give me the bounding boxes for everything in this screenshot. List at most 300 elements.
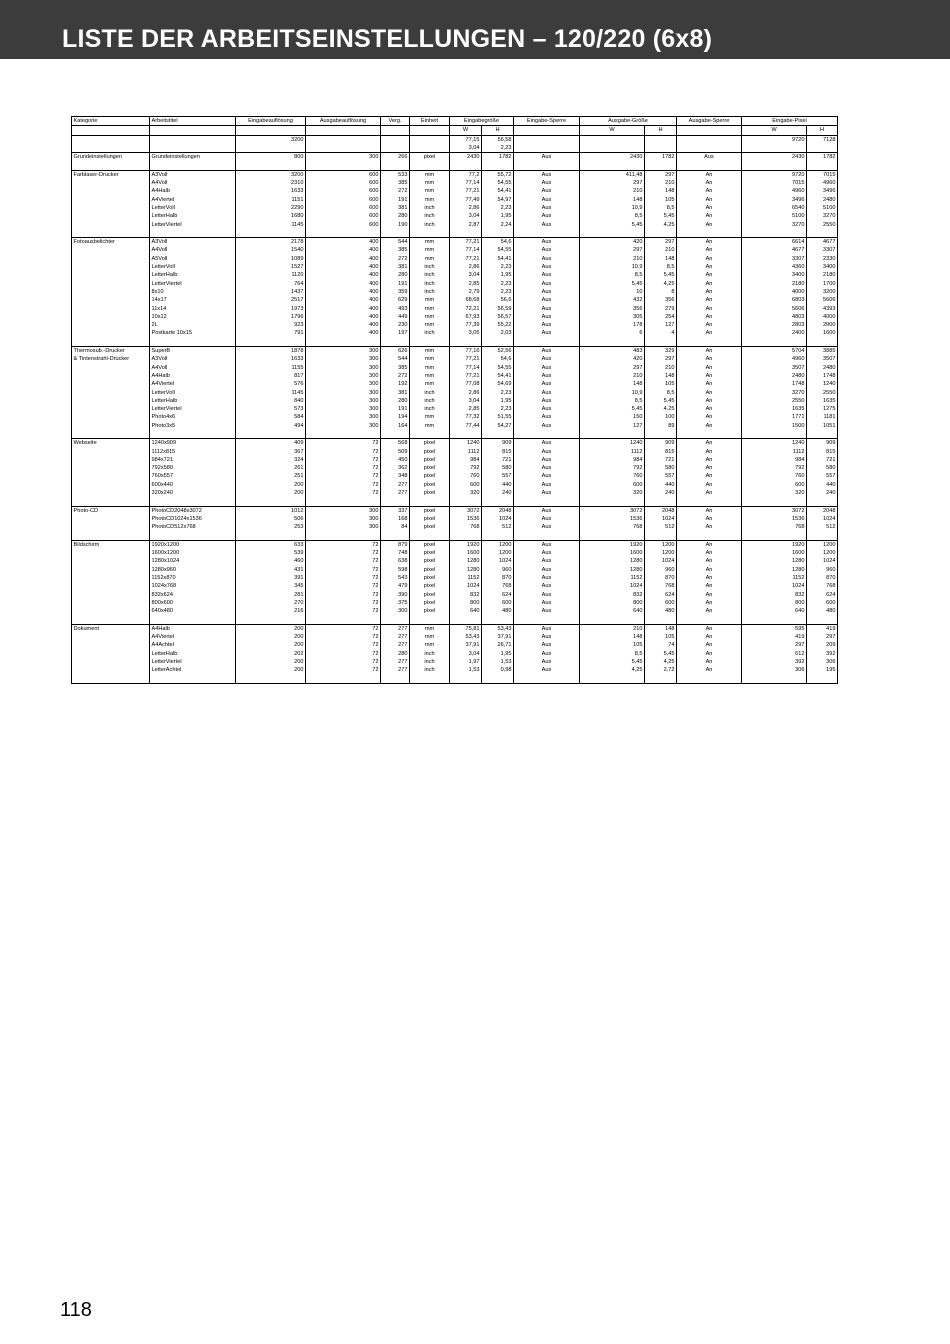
cell-vergr: 638	[381, 557, 410, 565]
cell-ep-h: 2330	[807, 255, 838, 263]
cell-eingabeaufloesung: 539	[236, 549, 306, 557]
cell-ag-h: 624	[645, 591, 677, 599]
cell-ausgabeaufloesung: 72	[306, 599, 381, 607]
cell-ag-w: 320	[580, 489, 645, 497]
cell-ausgabe-sperre: An	[677, 389, 742, 397]
cell-ep-w: 1024	[742, 582, 807, 590]
cell-eingabeaufloesung: 1012	[236, 506, 306, 515]
cell-eg-w: 77,32	[450, 413, 482, 421]
cell-ag-h: 105	[645, 196, 677, 204]
cell-einheit: pixel	[410, 515, 450, 523]
cell-eingabeaufloesung: 367	[236, 448, 306, 456]
table-row	[72, 540, 838, 549]
cell-ausgabe-sperre: An	[677, 413, 742, 421]
cell-eg-h: 54,41	[482, 187, 514, 195]
cell-ep-h: 1782	[807, 153, 838, 162]
cell-eingabe-sperre: Aus	[514, 448, 580, 456]
cell-einheit: mm	[410, 355, 450, 363]
cell-ep-w: 5606	[742, 305, 807, 313]
cell-eg-w: 1280	[450, 557, 482, 565]
cell-ep-h: 4393	[807, 305, 838, 313]
cell-ausgabe-sperre: An	[677, 296, 742, 304]
cell-eg-h: 870	[482, 574, 514, 582]
cell-eg-h: 54,41	[482, 372, 514, 380]
table-header-values-row	[72, 135, 838, 144]
cell-ep-w: 1635	[742, 405, 807, 413]
table-row	[72, 380, 838, 388]
cell-ag-w: 8,5	[580, 271, 645, 279]
cell-ausgabe-sperre: An	[677, 255, 742, 263]
cell-eg-w: 77,2	[450, 170, 482, 179]
cell-eingabeaufloesung: 200	[236, 481, 306, 489]
category-label: Grundeinstellungen	[72, 153, 150, 162]
cell-ag-w: 210	[580, 187, 645, 195]
cell-eingabe-sperre: Aus	[514, 170, 580, 179]
cell-arbeitstitel: LetterHalb	[150, 397, 236, 405]
cell-eg-h: 56,59	[482, 305, 514, 313]
cell-ep-w: 984	[742, 456, 807, 464]
cell-ep-h: 4960	[807, 179, 838, 187]
cell-eg-h: 54,6	[482, 238, 514, 247]
cell-arbeitstitel: Grundeinstellungen	[150, 153, 236, 162]
cell-ep-w: 3507	[742, 364, 807, 372]
cell-arbeitstitel: LetterVoll	[150, 389, 236, 397]
cell-ag-w: 8,5	[580, 650, 645, 658]
cell-vergr: 277	[381, 658, 410, 666]
table-row	[72, 187, 838, 195]
cell-vergr: 544	[381, 355, 410, 363]
cell-ep-h: 3507	[807, 355, 838, 363]
cell-eg-h: 580	[482, 464, 514, 472]
table-row	[72, 582, 838, 590]
cell-eg-h: 909	[482, 439, 514, 448]
cell-ep-w: 419	[742, 633, 807, 641]
subheader-ag-w: W	[580, 126, 645, 135]
cell-ausgabe-sperre: An	[677, 372, 742, 380]
cell-ag-h: 297	[645, 355, 677, 363]
cell-eingabeaufloesung: 584	[236, 413, 306, 421]
cell-eingabeaufloesung: 200	[236, 658, 306, 666]
cell-einheit: pixel	[410, 523, 450, 531]
header-ausgabe-sperre: Ausgabe-Sperre	[677, 117, 742, 126]
cell-ausgabe-sperre: An	[677, 557, 742, 565]
cell-eg-w: 600	[450, 481, 482, 489]
cell-ep-w: 6540	[742, 204, 807, 212]
cell-einheit: inch	[410, 288, 450, 296]
cell-ep-w: 792	[742, 464, 807, 472]
cell-ep-h: 1024	[807, 515, 838, 523]
cell-eingabeaufloesung: 1145	[236, 221, 306, 229]
cell-arbeitstitel: 1920x1200	[150, 540, 236, 549]
cell-ag-h: 297	[645, 238, 677, 247]
cell-ag-h: 4,25	[645, 405, 677, 413]
cell-arbeitstitel: A4Halb	[150, 187, 236, 195]
cell-ausgabeaufloesung: 72	[306, 464, 381, 472]
settings-table	[71, 116, 838, 684]
cell-ag-w: 760	[580, 472, 645, 480]
cell-ag-h: 74	[645, 641, 677, 649]
cell-ausgabe-sperre: An	[677, 170, 742, 179]
cell-eingabe-sperre: Aus	[514, 489, 580, 497]
cell-einheit: mm	[410, 170, 450, 179]
cell-eingabeaufloesung: 281	[236, 591, 306, 599]
cell-arbeitstitel: 14x17	[150, 296, 236, 304]
cell-eingabe-sperre: Aus	[514, 397, 580, 405]
cell-vergr: 748	[381, 549, 410, 557]
cell-arbeitstitel: A4Achtel	[150, 641, 236, 649]
cell-einheit: mm	[410, 196, 450, 204]
cell-vergr: 277	[381, 666, 410, 674]
cell-ep-h: 1024	[807, 557, 838, 565]
table-row	[72, 405, 838, 413]
table-row	[72, 179, 838, 187]
cell-ep-w: 9720	[742, 170, 807, 179]
cell-vergr: 168	[381, 515, 410, 523]
cell-eg-w: 3,04	[450, 271, 482, 279]
cell-ag-h: 5,45	[645, 650, 677, 658]
table-row	[72, 305, 838, 313]
cell-ep-w: 3270	[742, 221, 807, 229]
cell-vergr: 479	[381, 582, 410, 590]
cell-eingabe-sperre: Aus	[514, 582, 580, 590]
cell-ag-h: 254	[645, 313, 677, 321]
cell-ausgabe-sperre: An	[677, 405, 742, 413]
cell-ep-h: 2180	[807, 271, 838, 279]
cell-ausgabe-sperre: An	[677, 221, 742, 229]
table-row	[72, 246, 838, 254]
cell-eingabeaufloesung: 840	[236, 397, 306, 405]
cell-ausgabeaufloesung: 72	[306, 448, 381, 456]
header-eingabeaufloesung: Eingabeauflösung	[236, 117, 306, 126]
cell-ep-w: 2400	[742, 329, 807, 337]
cell-eingabeaufloesung: 1145	[236, 389, 306, 397]
cell-einheit: mm	[410, 364, 450, 372]
cell-ag-w: 640	[580, 607, 645, 615]
cell-ag-w: 297	[580, 246, 645, 254]
cell-ep-h: 392	[807, 650, 838, 658]
cell-ep-h: 3307	[807, 246, 838, 254]
cell-ag-w: 10,9	[580, 389, 645, 397]
cell-eingabe-sperre: Aus	[514, 506, 580, 515]
cell-eg-w: 1240	[450, 439, 482, 448]
cell-vergr: 191	[381, 196, 410, 204]
cell-eingabeaufloesung: 200	[236, 641, 306, 649]
cell-eg-h: 721	[482, 456, 514, 464]
cell-einheit: mm	[410, 624, 450, 633]
cell-eg-h: 1,95	[482, 397, 514, 405]
cell-ausgabeaufloesung: 300	[306, 515, 381, 523]
table-row	[72, 650, 838, 658]
cell-eingabeaufloesung: 817	[236, 372, 306, 380]
cell-einheit: inch	[410, 650, 450, 658]
cell-eg-h: 1,95	[482, 212, 514, 220]
cell-ag-w: 5,45	[580, 405, 645, 413]
cell-eg-h: 37,91	[482, 633, 514, 641]
cell-vergr: 191	[381, 405, 410, 413]
cell-arbeitstitel: 11x14	[150, 305, 236, 313]
cell-eg-h: 54,55	[482, 364, 514, 372]
cell-eg-w: 2,87	[450, 221, 482, 229]
cell-vergr: 277	[381, 633, 410, 641]
cell-ausgabeaufloesung: 400	[306, 280, 381, 288]
cell-vergr: 450	[381, 456, 410, 464]
cell-ausgabeaufloesung: 400	[306, 313, 381, 321]
cell-eingabeaufloesung: 253	[236, 523, 306, 531]
cell-eg-w: 1280	[450, 566, 482, 574]
table-row	[72, 170, 838, 179]
cell-arbeitstitel: 800x600	[150, 599, 236, 607]
cell-ausgabe-sperre: An	[677, 448, 742, 456]
cell-eg-w: 77,14	[450, 364, 482, 372]
cell-ag-h: 279	[645, 305, 677, 313]
cell-arbeitstitel: 8x10	[150, 288, 236, 296]
cell-ausgabe-sperre: An	[677, 582, 742, 590]
cell-arbeitstitel: LetterVoll	[150, 204, 236, 212]
cell-eg-h: 52,56	[482, 347, 514, 356]
cell-einheit: inch	[410, 212, 450, 220]
cell-ep-w: 1152	[742, 574, 807, 582]
cell-eingabeaufloesung: 1680	[236, 212, 306, 220]
cell-ausgabe-sperre: An	[677, 515, 742, 523]
cell-ag-h: 148	[645, 624, 677, 633]
cell-ag-h: 8	[645, 288, 677, 296]
cell-ausgabe-sperre: An	[677, 439, 742, 448]
cell-arbeitstitel: A4Halb	[150, 624, 236, 633]
cell-ep-h: 7015	[807, 170, 838, 179]
cell-ag-h: 89	[645, 422, 677, 430]
cell-einheit: mm	[410, 633, 450, 641]
cell-eingabeaufloesung: 345	[236, 582, 306, 590]
cell-arbeitstitel: 2L	[150, 321, 236, 329]
cell-ep-h: 2550	[807, 389, 838, 397]
cell-ausgabe-sperre: An	[677, 666, 742, 674]
table-row	[72, 633, 838, 641]
cell-ep-h: 512	[807, 523, 838, 531]
cell-eingabe-sperre: Aus	[514, 472, 580, 480]
cell-eingabe-sperre: Aus	[514, 540, 580, 549]
cell-eingabe-sperre: Aus	[514, 641, 580, 649]
cell-eg-w: 1152	[450, 574, 482, 582]
cell-eg-w: 1600	[450, 549, 482, 557]
cell-ag-w: 148	[580, 196, 645, 204]
cell-eingabeaufloesung: 764	[236, 280, 306, 288]
cell-eingabeaufloesung: 1089	[236, 255, 306, 263]
cell-ag-h: 105	[645, 633, 677, 641]
cell-eingabeaufloesung: 1151	[236, 196, 306, 204]
cell-ep-w: 600	[742, 481, 807, 489]
cell-eingabe-sperre: Aus	[514, 405, 580, 413]
cell-eingabe-sperre: Aus	[514, 422, 580, 430]
table-row	[72, 472, 838, 480]
cell-vergr: 194	[381, 413, 410, 421]
cell-eg-w: 77,16	[450, 347, 482, 356]
cell-ausgabeaufloesung: 300	[306, 413, 381, 421]
cell-ag-w: 1112	[580, 448, 645, 456]
cell-eg-h: 54,97	[482, 196, 514, 204]
cell-eg-w: 984	[450, 456, 482, 464]
cell-arbeitstitel: LetterAchtel	[150, 666, 236, 674]
cell-eg-h: 53,43	[482, 624, 514, 633]
table-row	[72, 448, 838, 456]
cell-arbeitstitel: PhotoCD512x768	[150, 523, 236, 531]
cell-ausgabeaufloesung: 72	[306, 481, 381, 489]
cell-ausgabe-sperre: An	[677, 481, 742, 489]
cell-ag-h: 148	[645, 187, 677, 195]
cell-eg-w: 1,53	[450, 666, 482, 674]
header-value-eg-h-inch: 2,23	[482, 144, 514, 153]
cell-ep-w: 612	[742, 650, 807, 658]
cell-eingabe-sperre: Aus	[514, 481, 580, 489]
cell-ep-h: 4677	[807, 238, 838, 247]
cell-arbeitstitel: A3Voll	[150, 355, 236, 363]
cell-ag-h: 148	[645, 372, 677, 380]
cell-ausgabeaufloesung: 72	[306, 574, 381, 582]
table-row	[72, 658, 838, 666]
cell-einheit: pixel	[410, 549, 450, 557]
cell-eingabeaufloesung: 800	[236, 153, 306, 162]
cell-ag-h: 2048	[645, 506, 677, 515]
cell-eg-w: 77,21	[450, 255, 482, 263]
cell-vergr: 381	[381, 263, 410, 271]
table-row	[72, 263, 838, 271]
cell-ep-h: 195	[807, 666, 838, 674]
cell-ag-h: 1200	[645, 540, 677, 549]
subheader-ep-w: W	[742, 126, 807, 135]
cell-einheit: pixel	[410, 489, 450, 497]
cell-arbeitstitel: LetterHalb	[150, 271, 236, 279]
cell-ag-w: 832	[580, 591, 645, 599]
cell-eg-h: 815	[482, 448, 514, 456]
table-row	[72, 313, 838, 321]
cell-ausgabe-sperre: An	[677, 549, 742, 557]
cell-eg-w: 3,05	[450, 329, 482, 337]
cell-ag-w: 984	[580, 456, 645, 464]
cell-eg-w: 832	[450, 591, 482, 599]
cell-ag-h: 210	[645, 179, 677, 187]
cell-ausgabeaufloesung: 600	[306, 179, 381, 187]
cell-ag-w: 148	[580, 633, 645, 641]
cell-eingabe-sperre: Aus	[514, 389, 580, 397]
cell-arbeitstitel: Photo3x5	[150, 422, 236, 430]
cell-ag-h: 960	[645, 566, 677, 574]
cell-ep-h: 419	[807, 624, 838, 633]
cell-eingabe-sperre: Aus	[514, 153, 580, 162]
cell-eg-h: 55,22	[482, 321, 514, 329]
header-vergr: Verg.	[381, 117, 410, 126]
cell-eg-h: 768	[482, 582, 514, 590]
cell-ag-w: 420	[580, 355, 645, 363]
cell-vergr: 277	[381, 489, 410, 497]
subheader-ep-h: H	[807, 126, 838, 135]
table-row	[72, 321, 838, 329]
cell-ag-w: 432	[580, 296, 645, 304]
cell-vergr: 280	[381, 397, 410, 405]
cell-ausgabe-sperre: An	[677, 472, 742, 480]
cell-eg-h: 0,98	[482, 666, 514, 674]
cell-ag-w: 178	[580, 321, 645, 329]
cell-ep-h: 2048	[807, 506, 838, 515]
cell-arbeitstitel: SuperB	[150, 347, 236, 356]
cell-vergr: 277	[381, 624, 410, 633]
cell-ep-w: 306	[742, 666, 807, 674]
cell-eg-h: 512	[482, 523, 514, 531]
cell-vergr: 449	[381, 313, 410, 321]
cell-ausgabe-sperre: An	[677, 238, 742, 247]
cell-eg-w: 1536	[450, 515, 482, 523]
cell-ep-w: 297	[742, 641, 807, 649]
cell-eg-w: 2,85	[450, 280, 482, 288]
cell-ausgabeaufloesung: 300	[306, 372, 381, 380]
cell-eg-w: 2,86	[450, 263, 482, 271]
cell-ep-w: 4360	[742, 263, 807, 271]
cell-ausgabeaufloesung: 72	[306, 607, 381, 615]
cell-einheit: pixel	[410, 540, 450, 549]
header-eingabe-sperre: Eingabe-Sperre	[514, 117, 580, 126]
table-row	[72, 481, 838, 489]
header-value-ep-w: 9720	[742, 135, 807, 144]
cell-ep-h: 5100	[807, 204, 838, 212]
cell-ausgabeaufloesung: 72	[306, 489, 381, 497]
cell-ep-h: 3885	[807, 347, 838, 356]
cell-eingabe-sperre: Aus	[514, 263, 580, 271]
cell-eg-w: 77,21	[450, 238, 482, 247]
cell-arbeitstitel: LetterVoll	[150, 263, 236, 271]
cell-einheit: mm	[410, 238, 450, 247]
category-label: & Tintenstrahl-Drucker	[72, 355, 150, 363]
cell-ag-w: 2430	[580, 153, 645, 162]
cell-eingabe-sperre: Aus	[514, 305, 580, 313]
cell-eg-h: 440	[482, 481, 514, 489]
cell-arbeitstitel: 600x440	[150, 481, 236, 489]
cell-vergr: 493	[381, 305, 410, 313]
cell-eingabeaufloesung: 791	[236, 329, 306, 337]
cell-eg-w: 77,21	[450, 355, 482, 363]
cell-einheit: inch	[410, 405, 450, 413]
cell-ep-w: 4803	[742, 313, 807, 321]
cell-ep-w: 2803	[742, 321, 807, 329]
cell-eingabe-sperre: Aus	[514, 204, 580, 212]
cell-eingabe-sperre: Aus	[514, 607, 580, 615]
cell-ep-h: 4000	[807, 313, 838, 321]
cell-ep-h: 1748	[807, 372, 838, 380]
cell-ep-w: 1500	[742, 422, 807, 430]
cell-arbeitstitel: A4Viertel	[150, 196, 236, 204]
cell-eg-h: 26,71	[482, 641, 514, 649]
cell-ag-w: 1600	[580, 549, 645, 557]
cell-ausgabeaufloesung: 400	[306, 271, 381, 279]
cell-eg-h: 54,6	[482, 355, 514, 363]
cell-eingabeaufloesung: 261	[236, 464, 306, 472]
cell-ausgabeaufloesung: 72	[306, 549, 381, 557]
cell-ag-h: 329	[645, 347, 677, 356]
cell-ausgabeaufloesung: 400	[306, 263, 381, 271]
cell-ausgabeaufloesung: 300	[306, 422, 381, 430]
cell-vergr: 197	[381, 329, 410, 337]
table-row	[72, 422, 838, 430]
cell-vergr: 300	[381, 607, 410, 615]
cell-ausgabe-sperre: An	[677, 364, 742, 372]
category-label: Thermosub.-Drucker	[72, 347, 150, 356]
cell-einheit: pixel	[410, 566, 450, 574]
cell-vergr: 191	[381, 280, 410, 288]
cell-ausgabeaufloesung: 300	[306, 405, 381, 413]
cell-vergr: 190	[381, 221, 410, 229]
cell-ep-h: 3270	[807, 212, 838, 220]
cell-eg-h: 54,41	[482, 255, 514, 263]
cell-ag-w: 5,45	[580, 280, 645, 288]
group-separator	[72, 616, 838, 625]
cell-ausgabe-sperre: An	[677, 658, 742, 666]
